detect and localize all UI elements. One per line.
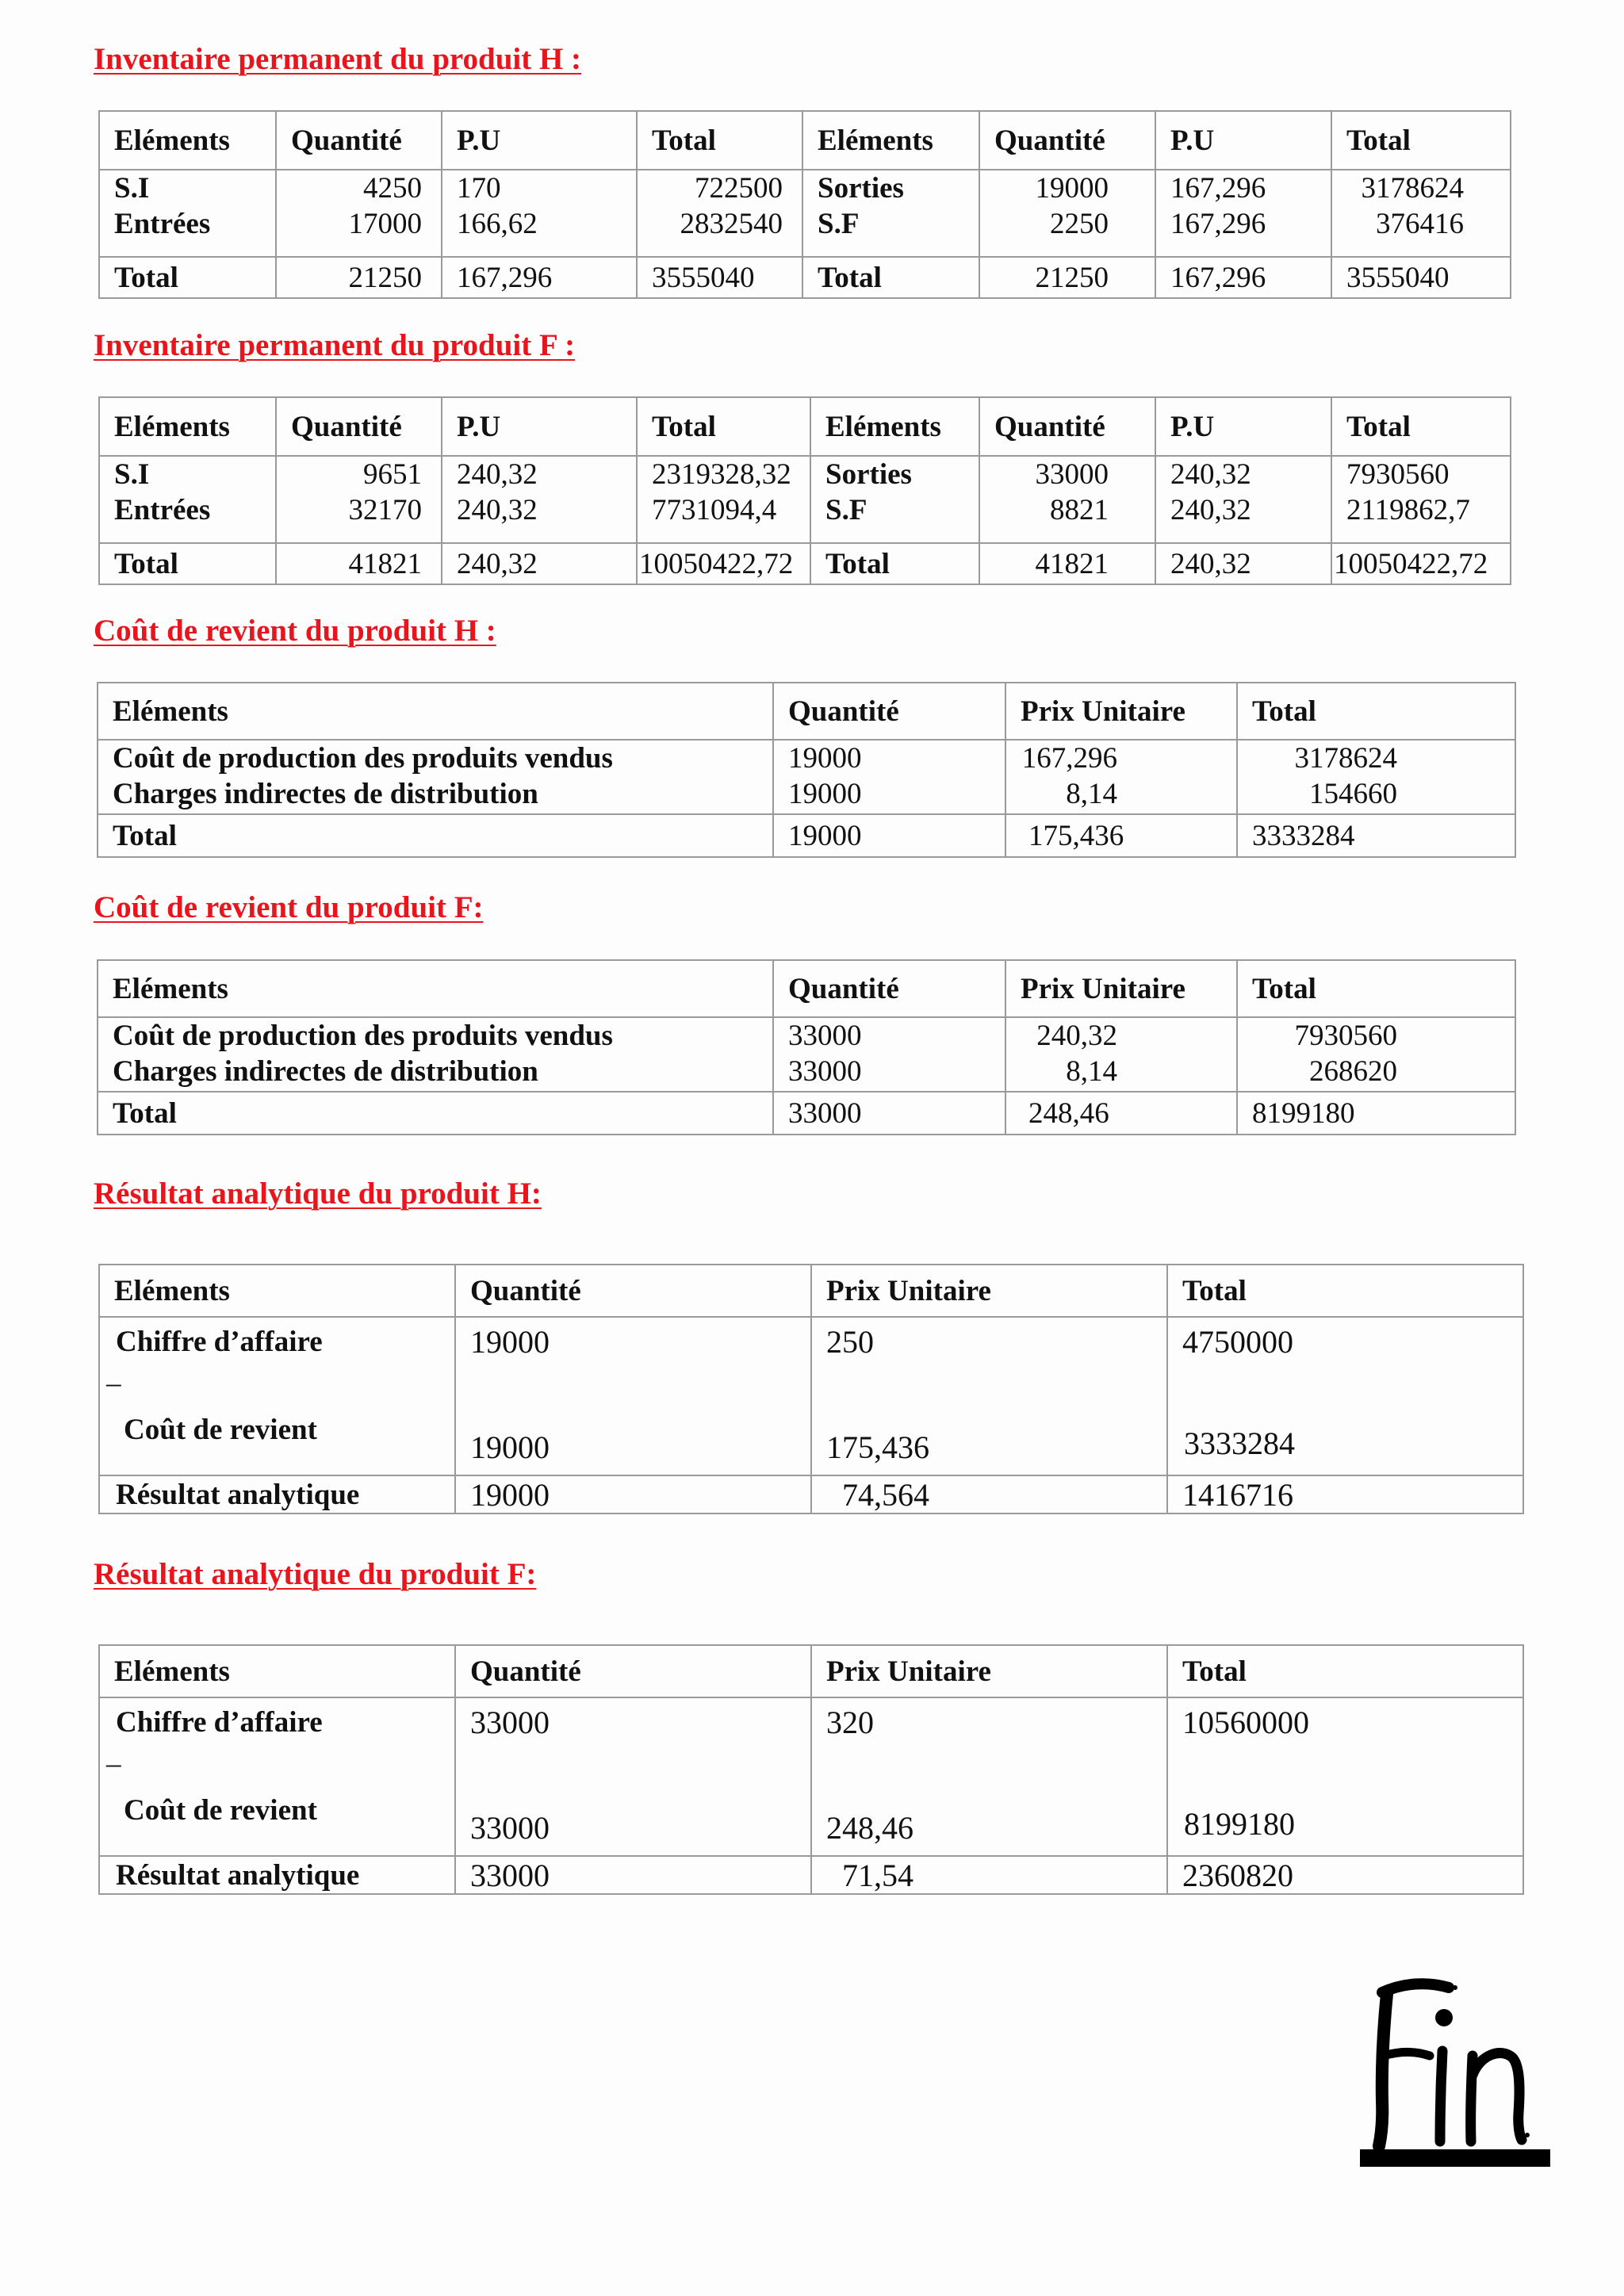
cell-pu: 167,296 8,14 [1005,740,1237,814]
result-qty: 19000 [455,1475,811,1513]
total-label: Total [802,257,979,298]
total-qty: 33000 [773,1092,1005,1135]
table-cout-revient-h [97,682,1516,858]
total-pu: 167,296 [442,257,637,298]
header-cell: Total [637,111,802,170]
cell-qty: 19000 2250 [979,170,1155,257]
header-cell: P.U [442,111,637,170]
header-cell: Total [1167,1645,1523,1697]
header-cell: P.U [1155,397,1331,456]
header-cell: Quantité [773,683,1005,740]
header-cell: Quantité [276,397,442,456]
cell-qty: 4250 17000 [276,170,442,257]
total-qty: 41821 [979,543,1155,584]
cell-total: 3178624 154660 [1237,740,1515,814]
cell-qty: 33000 33000 [773,1017,1005,1092]
header-cell: Total [1331,397,1511,456]
cell-labels: Sorties S.F [810,456,979,543]
cell-labels [99,1697,455,1856]
header-cell: Prix Unitaire [811,1265,1167,1317]
header-cell: Eléments [810,397,979,456]
total-value: 3333284 [1237,814,1515,857]
table-inventaire-f [98,396,1511,585]
table-header-row [99,397,1511,456]
header-cell: Quantité [455,1265,811,1317]
cell-total: 7930560 268620 [1237,1017,1515,1092]
cell-labels [99,1317,455,1475]
heading-cout-revient-h: Coût de revient du produit H : [94,614,496,648]
minus-sign: – [106,1367,121,1399]
total-qty: 21250 [276,257,442,298]
table-row [98,740,1515,814]
table-row [98,1017,1515,1092]
cell-qty: 19000 19000 [455,1317,811,1475]
cell-total: 10560000 8199180 [1167,1697,1523,1856]
total-row [99,543,1511,584]
result-row [99,1475,1523,1513]
header-cell: Quantité [979,397,1155,456]
cell-qty: 33000 33000 [455,1697,811,1856]
total-value: 10050422,72 [1331,543,1511,584]
header-cell: Total [1237,960,1515,1017]
total-value: 3555040 [637,257,802,298]
header-cell: Eléments [99,397,276,456]
header-cell: Total [1331,111,1511,170]
total-label: Total [99,543,276,584]
total-row [98,1092,1515,1135]
heading-inventaire-h: Inventaire permanent du produit H : [94,42,582,76]
cell-pu: 170 166,62 [442,170,637,257]
result-value: 2360820 [1167,1856,1523,1894]
total-qty: 41821 [276,543,442,584]
total-value: 3555040 [1331,257,1511,298]
total-pu: 167,296 [1155,257,1331,298]
header-cell: Quantité [276,111,442,170]
header-cell: Eléments [99,1645,455,1697]
cell-total: 3178624 376416 [1331,170,1511,257]
header-cell: Eléments [802,111,979,170]
cell-pu: 320 248,46 [811,1697,1167,1856]
heading-inventaire-f: Inventaire permanent du produit F : [94,328,576,362]
header-cell: Eléments [99,1265,455,1317]
label-chiffre-affaire: Chiffre d’affaire [116,1706,323,1739]
header-cell: Total [1237,683,1515,740]
total-label: Total [810,543,979,584]
cell-qty: 33000 8821 [979,456,1155,543]
cell-qty: 19000 19000 [773,740,1005,814]
total-label: Total [98,1092,773,1135]
header-cell: Quantité [455,1645,811,1697]
heading-resultat-f: Résultat analytique du produit F: [94,1557,537,1591]
result-label: Résultat analytique [99,1475,455,1513]
result-value: 1416716 [1167,1475,1523,1513]
table-header-row [99,1265,1523,1317]
header-cell: P.U [442,397,637,456]
cell-pu: 240,32 240,32 [442,456,637,543]
table-inventaire-h [98,110,1511,299]
cell-labels: Sorties S.F [802,170,979,257]
minus-sign: – [106,1747,121,1780]
table-cout-revient-f [97,959,1516,1135]
header-cell: Quantité [979,111,1155,170]
cell-qty: 9651 32170 [276,456,442,543]
header-cell: Prix Unitaire [1005,960,1237,1017]
cell-pu: 167,296 167,296 [1155,170,1331,257]
table-header-row [98,683,1515,740]
total-pu: 175,436 [1005,814,1237,857]
total-qty: 21250 [979,257,1155,298]
table-resultat-f [98,1644,1524,1895]
cell-pu: 240,32 8,14 [1005,1017,1237,1092]
header-cell: Eléments [98,683,773,740]
label-chiffre-affaire: Chiffre d’affaire [116,1326,323,1358]
cell-pu: 250 175,436 [811,1317,1167,1475]
table-row [99,170,1511,257]
header-cell: Prix Unitaire [1005,683,1237,740]
heading-resultat-h: Résultat analytique du produit H: [94,1177,542,1211]
header-cell: Prix Unitaire [811,1645,1167,1697]
result-label: Résultat analytique [99,1856,455,1894]
total-label: Total [99,257,276,298]
result-pu: 71,54 [811,1856,1167,1894]
label-cout-revient: Coût de revient [124,1414,317,1446]
header-cell: Eléments [98,960,773,1017]
cell-labels: Coût de production des produits vendus Charges indirectes de distribution [98,1017,773,1092]
header-cell: Total [1167,1265,1523,1317]
total-row [98,814,1515,857]
heading-cout-revient-f: Coût de revient du produit F: [94,890,484,924]
cell-labels: S.I Entrées [99,170,276,257]
result-qty: 33000 [455,1856,811,1894]
table-header-row [98,960,1515,1017]
header-cell: Eléments [99,111,276,170]
total-row [99,257,1511,298]
cell-total: 7930560 2119862,7 [1331,456,1511,543]
total-value: 8199180 [1237,1092,1515,1135]
total-label: Total [98,814,773,857]
cell-labels: Coût de production des produits vendus Charges indirectes de distribution [98,740,773,814]
result-row [99,1856,1523,1894]
table-row [99,1697,1523,1856]
cell-total: 2319328,32 7731094,4 [637,456,810,543]
table-header-row [99,1645,1523,1697]
cell-total: 4750000 3333284 [1167,1317,1523,1475]
label-cout-revient: Coût de revient [124,1794,317,1827]
table-resultat-h [98,1264,1524,1514]
total-pu: 248,46 [1005,1092,1237,1135]
cell-pu: 240,32 240,32 [1155,456,1331,543]
header-cell: Total [637,397,810,456]
fin-logo [1360,1962,1554,2168]
table-row [99,456,1511,543]
table-header-row [99,111,1511,170]
cell-labels: S.I Entrées [99,456,276,543]
cell-total: 722500 2832540 [637,170,802,257]
header-cell: Quantité [773,960,1005,1017]
result-pu: 74,564 [811,1475,1167,1513]
total-qty: 19000 [773,814,1005,857]
total-pu: 240,32 [442,543,637,584]
header-cell: P.U [1155,111,1331,170]
total-pu: 240,32 [1155,543,1331,584]
table-row [99,1317,1523,1475]
total-value: 10050422,72 [637,543,810,584]
